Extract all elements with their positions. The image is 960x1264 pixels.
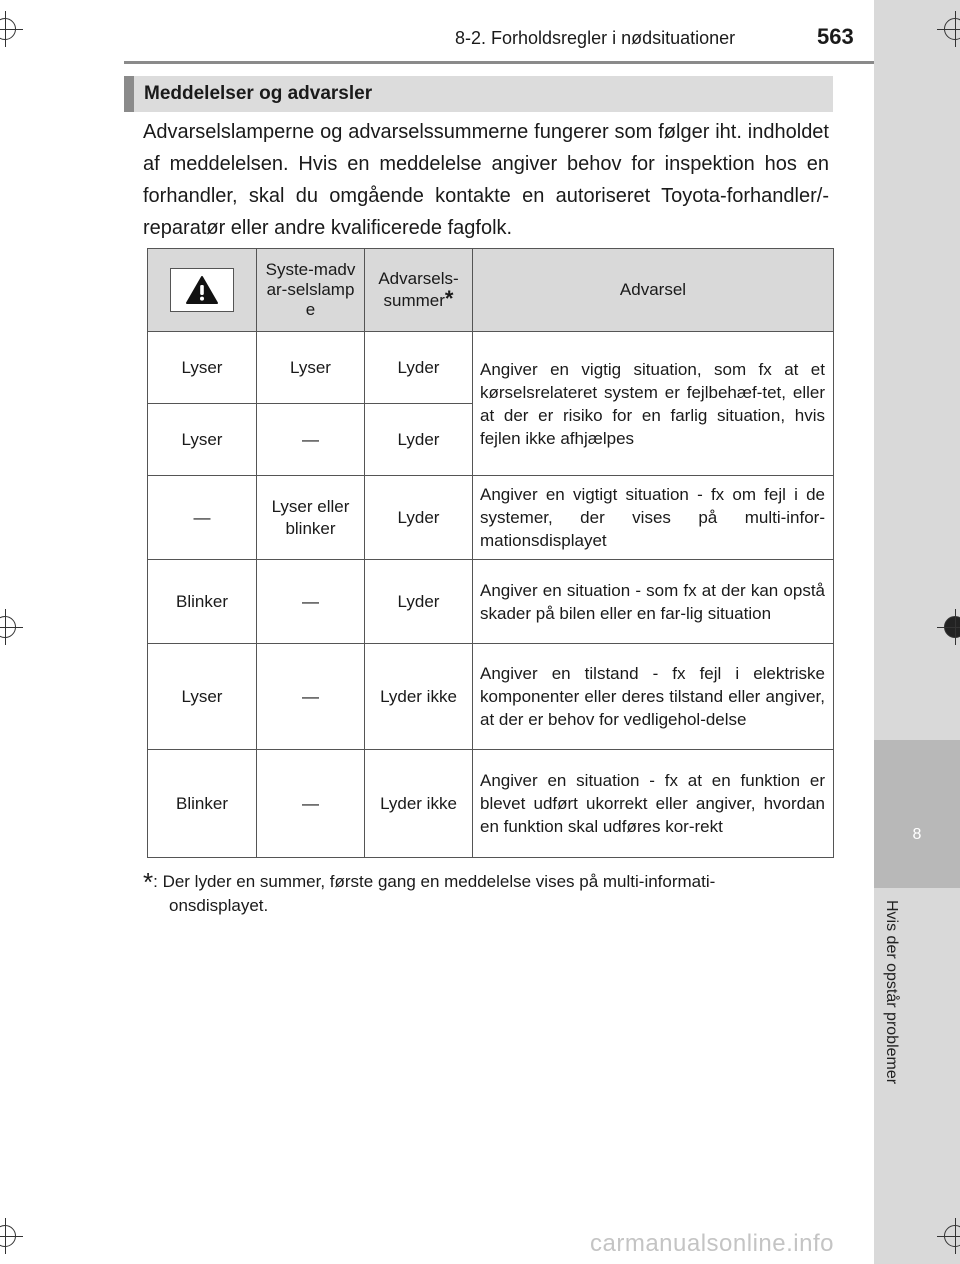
chapter-number-tab	[874, 740, 960, 888]
warning-description: Angiver en vigtig situation, som fx at et kørselsrelateret system er fejlbehæf-tet, eller at der er risiko for en farlig situation, hvis fejlen ikke afhjælpes	[473, 332, 834, 476]
warning-description: Angiver en situation - som fx at der kan opstå skader på bilen eller en far-lig situation	[473, 560, 834, 644]
registration-mark-icon	[0, 18, 16, 40]
system-lamp-cell: —	[257, 404, 365, 476]
registration-mark-icon	[944, 616, 960, 638]
chapter-title: Hvis der opstår problemer	[883, 900, 900, 1085]
warning-description: Angiver en tilstand - fx fejl i elektriske komponenter eller deres tilstand eller angiver, at der er behov for vedligehol-delse	[473, 644, 834, 750]
lamp-cell: Blinker	[148, 560, 257, 644]
registration-mark-icon	[944, 1225, 960, 1247]
buzzer-cell: Lyder	[365, 332, 473, 404]
footnote-line	[143, 866, 829, 897]
warnings-table	[147, 248, 834, 858]
section-heading-bar	[124, 76, 833, 112]
registration-mark-icon	[0, 1225, 16, 1247]
system-lamp-cell: —	[257, 560, 365, 644]
registration-mark-icon	[0, 616, 16, 638]
table-row	[148, 332, 834, 404]
buzzer-cell: Lyder ikke	[365, 750, 473, 858]
buzzer-cell: Lyder	[365, 560, 473, 644]
lamp-cell: Lyser	[148, 404, 257, 476]
watermark-text: carmanualsonline.info	[590, 1230, 834, 1257]
table-row	[148, 560, 834, 644]
footnote-asterisk: *	[143, 867, 154, 897]
header-section-title: 8-2. Forholdsregler i nødsituationer	[455, 28, 736, 48]
table-header-row	[148, 249, 834, 332]
chapter-number: 8	[912, 826, 922, 843]
buzzer-cell: Lyder ikke	[365, 644, 473, 750]
table-row	[148, 476, 834, 560]
page-number: 563	[817, 24, 854, 49]
system-lamp-cell: —	[257, 644, 365, 750]
lamp-cell: Blinker	[148, 750, 257, 858]
header-system-lamp: Syste-madvar-selslampe	[257, 249, 365, 332]
warning-description: Angiver en situation - fx at en funktion er blevet udført ukorrekt eller angiver, hvordan en funktion skal udføres kor-rekt	[473, 750, 834, 858]
lamp-cell: Lyser	[148, 644, 257, 750]
header-buzzer	[365, 249, 473, 332]
footnote	[143, 866, 829, 918]
header-icon-cell	[148, 249, 257, 332]
lamp-cell: —	[148, 476, 257, 560]
intro-paragraph: Advarselslamperne og advarselssummerne fungerer som følger iht. indholdet af meddelelsen. Hvis en meddelelse angiver behov for inspektion hos en forhandler, skal du omgående kontakte en autoriseret Toyota-forhandler/-reparatør eller andre kvalificerede fagfolk.	[143, 121, 829, 239]
lamp-cell: Lyser	[148, 332, 257, 404]
table-row	[148, 750, 834, 858]
table-row	[148, 644, 834, 750]
warning-description: Angiver en vigtigt situation - fx om fejl i de systemer, der vises på multi-infor-mationsdisplayet	[473, 476, 834, 560]
system-lamp-cell: Lyser	[257, 332, 365, 404]
buzzer-cell: Lyder	[365, 404, 473, 476]
footnote-continuation: onsdisplayet.	[169, 896, 269, 915]
registration-mark-icon	[944, 18, 960, 40]
warning-triangle-icon	[170, 268, 234, 312]
header-buzzer-label: Advarsels-summer	[378, 269, 459, 310]
header-warning: Advarsel	[473, 249, 834, 332]
header-buzzer-asterisk: *	[444, 286, 454, 311]
system-lamp-cell: Lyser eller blinker	[257, 476, 365, 560]
footnote-text: : Der lyder en summer, første gang en meddelelse vises på multi-informati-	[153, 872, 716, 891]
buzzer-cell: Lyder	[365, 476, 473, 560]
section-heading: Meddelelser og advarsler	[144, 83, 373, 104]
system-lamp-cell: —	[257, 750, 365, 858]
header-divider	[124, 61, 874, 64]
